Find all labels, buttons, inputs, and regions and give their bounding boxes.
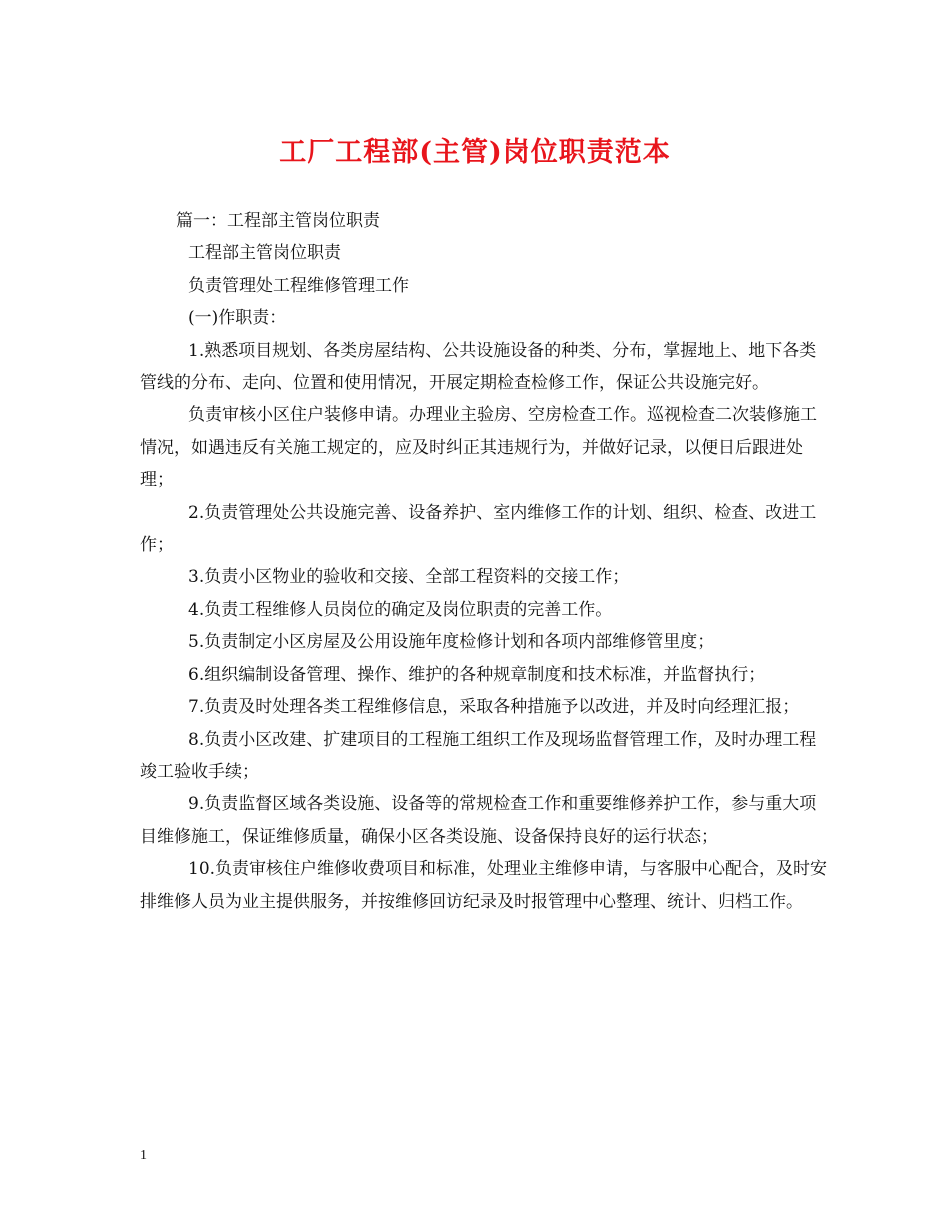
list-item: 2.负责管理处公共设施完善、设备养护、室内维修工作的计划、组织、检查、改进工作； (140, 502, 817, 556)
list-item: 6.组织编制设备管理、操作、维护的各种规章制度和技术标准，并监督执行； (188, 664, 766, 685)
list-item: 3.负责小区物业的验收和交接、全部工程资料的交接工作； (188, 567, 630, 588)
list-item: 1.熟悉项目规划、各类房屋结构、公共设施设备的种类、分布，掌握地上、地下各类管线的分布、走向、位置和使用情况，开展定期检查检修工作，保证公共设施完好。 (140, 340, 817, 394)
list-item: 5.负责制定小区房屋及公用设施年度检修计划和各项内部维修管里度； (188, 632, 715, 653)
page-number: 1 (140, 1148, 147, 1163)
list-item: 10.负责审核住户维修收费项目和标准，处理业主维修申请，与客服中心配合，及时安排维修人员为业主提供服务，并按维修回访纪录及时报管理中心整理、统计、归档工作。 (140, 859, 828, 912)
paragraph: 负责审核小区住户装修申请。办理业主验房、空房检查工作。巡视检查二次装修施工情况，如遇违反有关施工规定的，应及时纠正其违规行为，并做好记录，以便日后跟进处理； (140, 405, 817, 491)
paragraph: 工程部主管岗位职责 (188, 243, 341, 264)
paragraph: 负责管理处工程维修管理工作 (188, 275, 409, 296)
paragraph: (一)作职责： (188, 308, 287, 329)
list-item: 9.负责监督区域各类设施、设备等的常规检查工作和重要维修养护工作，参与重大项目维修施工，保证维修质量，确保小区各类设施、设备保持良好的运行状态； (140, 794, 817, 847)
section-heading: 篇一：工程部主管岗位职责 (176, 211, 380, 231)
document-title: 工厂工程部(主管)岗位职责范本 (279, 137, 671, 168)
list-item: 7.负责及时处理各类工程维修信息，采取各种措施予以改进，并及时向经理汇报； (188, 697, 800, 718)
document-body (140, 205, 830, 918)
list-item: 4.负责工程维修人员岗位的确定及岗位职责的完善工作。 (188, 599, 613, 620)
list-item: 8.负责小区改建、扩建项目的工程施工组织工作及现场监督管理工作，及时办理工程竣工验收手续； (140, 729, 817, 782)
